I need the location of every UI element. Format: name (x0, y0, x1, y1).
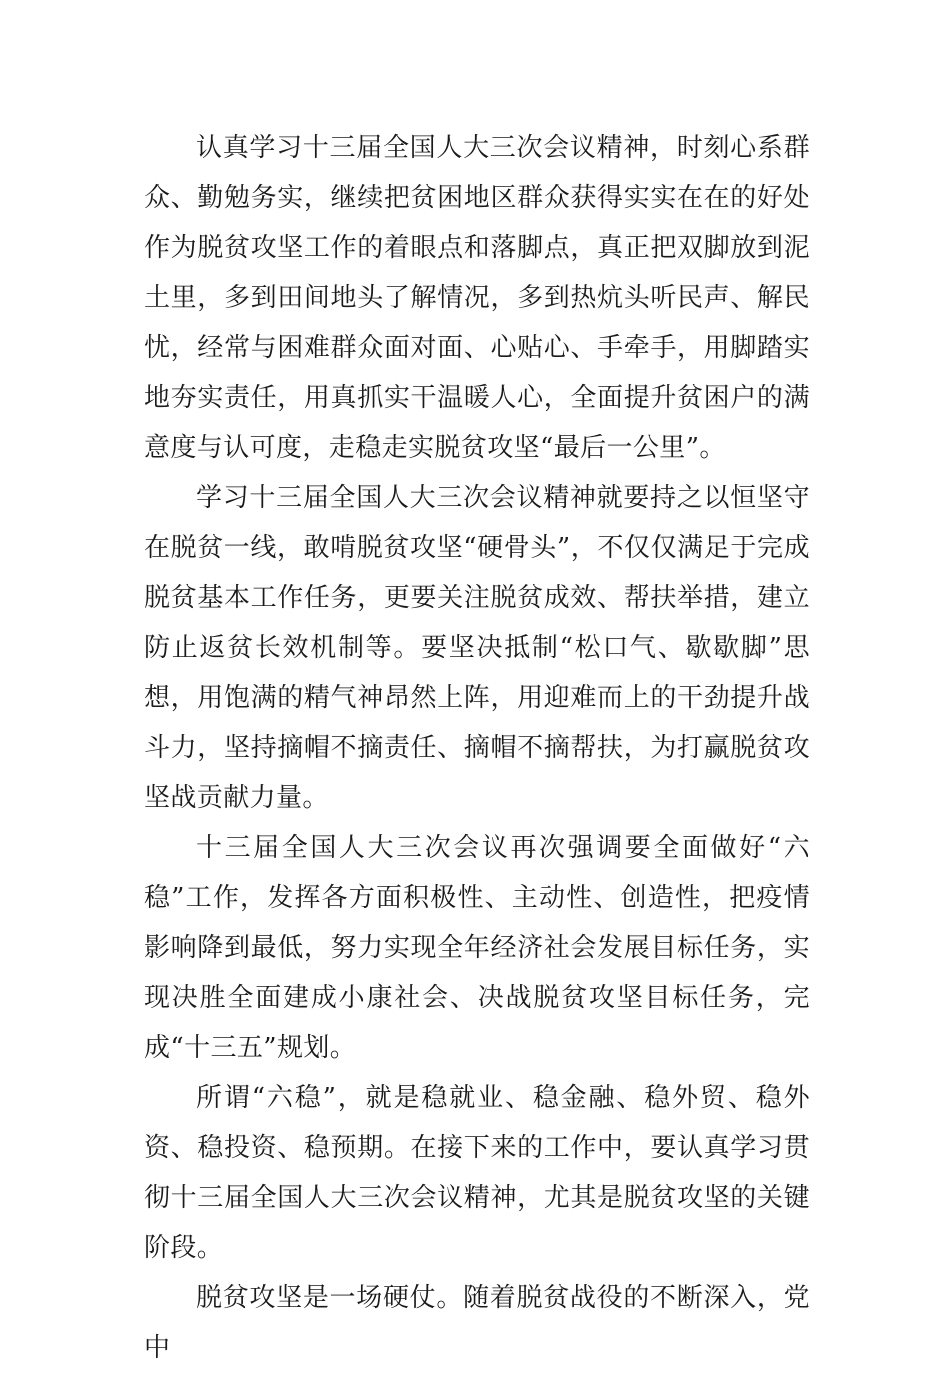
paragraph-2: 学习十三届全国人大三次会议精神就要持之以恒坚守在脱贫一线，敢啃脱贫攻坚“硬骨头”，不仅仅满足于完成脱贫基本工作任务，更要关注脱贫成效、帮扶举措，建立防止返贫长效机制等。要坚决抵制“松口气、歇歇脚”思想，用饱满的精气神昂然上阵，用迎难而上的干劲提升战斗力，坚持摘帽不摘责任、摘帽不摘帮扶，为打赢脱贫攻坚战贡献力量。 (144, 483, 810, 813)
document-body (144, 123, 810, 1373)
paragraph-3: 十三届全国人大三次会议再次强调要全面做好“六稳”工作，发挥各方面积极性、主动性、创造性，把疫情影响降到最低，努力实现全年经济社会发展目标任务，实现决胜全面建成小康社会、决战脱贫攻坚目标任务，完成“十三五”规划。 (144, 833, 810, 1063)
paragraph-5: 脱贫攻坚是一场硬仗。随着脱贫战役的不断深入，党中 (144, 1283, 810, 1363)
paragraph-1: 认真学习十三届全国人大三次会议精神，时刻心系群众、勤勉务实，继续把贫困地区群众获得实实在在的好处作为脱贫攻坚工作的着眼点和落脚点，真正把双脚放到泥土里，多到田间地头了解情况，多到热炕头听民声、解民忧，经常与困难群众面对面、心贴心、手牵手，用脚踏实地夯实责任，用真抓实干温暖人心，全面提升贫困户的满意度与认可度，走稳走实脱贫攻坚“最后一公里”。 (144, 133, 810, 463)
paragraph-4: 所谓“六稳”，就是稳就业、稳金融、稳外贸、稳外资、稳投资、稳预期。在接下来的工作中，要认真学习贯彻十三届全国人大三次会议精神，尤其是脱贫攻坚的关键阶段。 (144, 1083, 810, 1263)
